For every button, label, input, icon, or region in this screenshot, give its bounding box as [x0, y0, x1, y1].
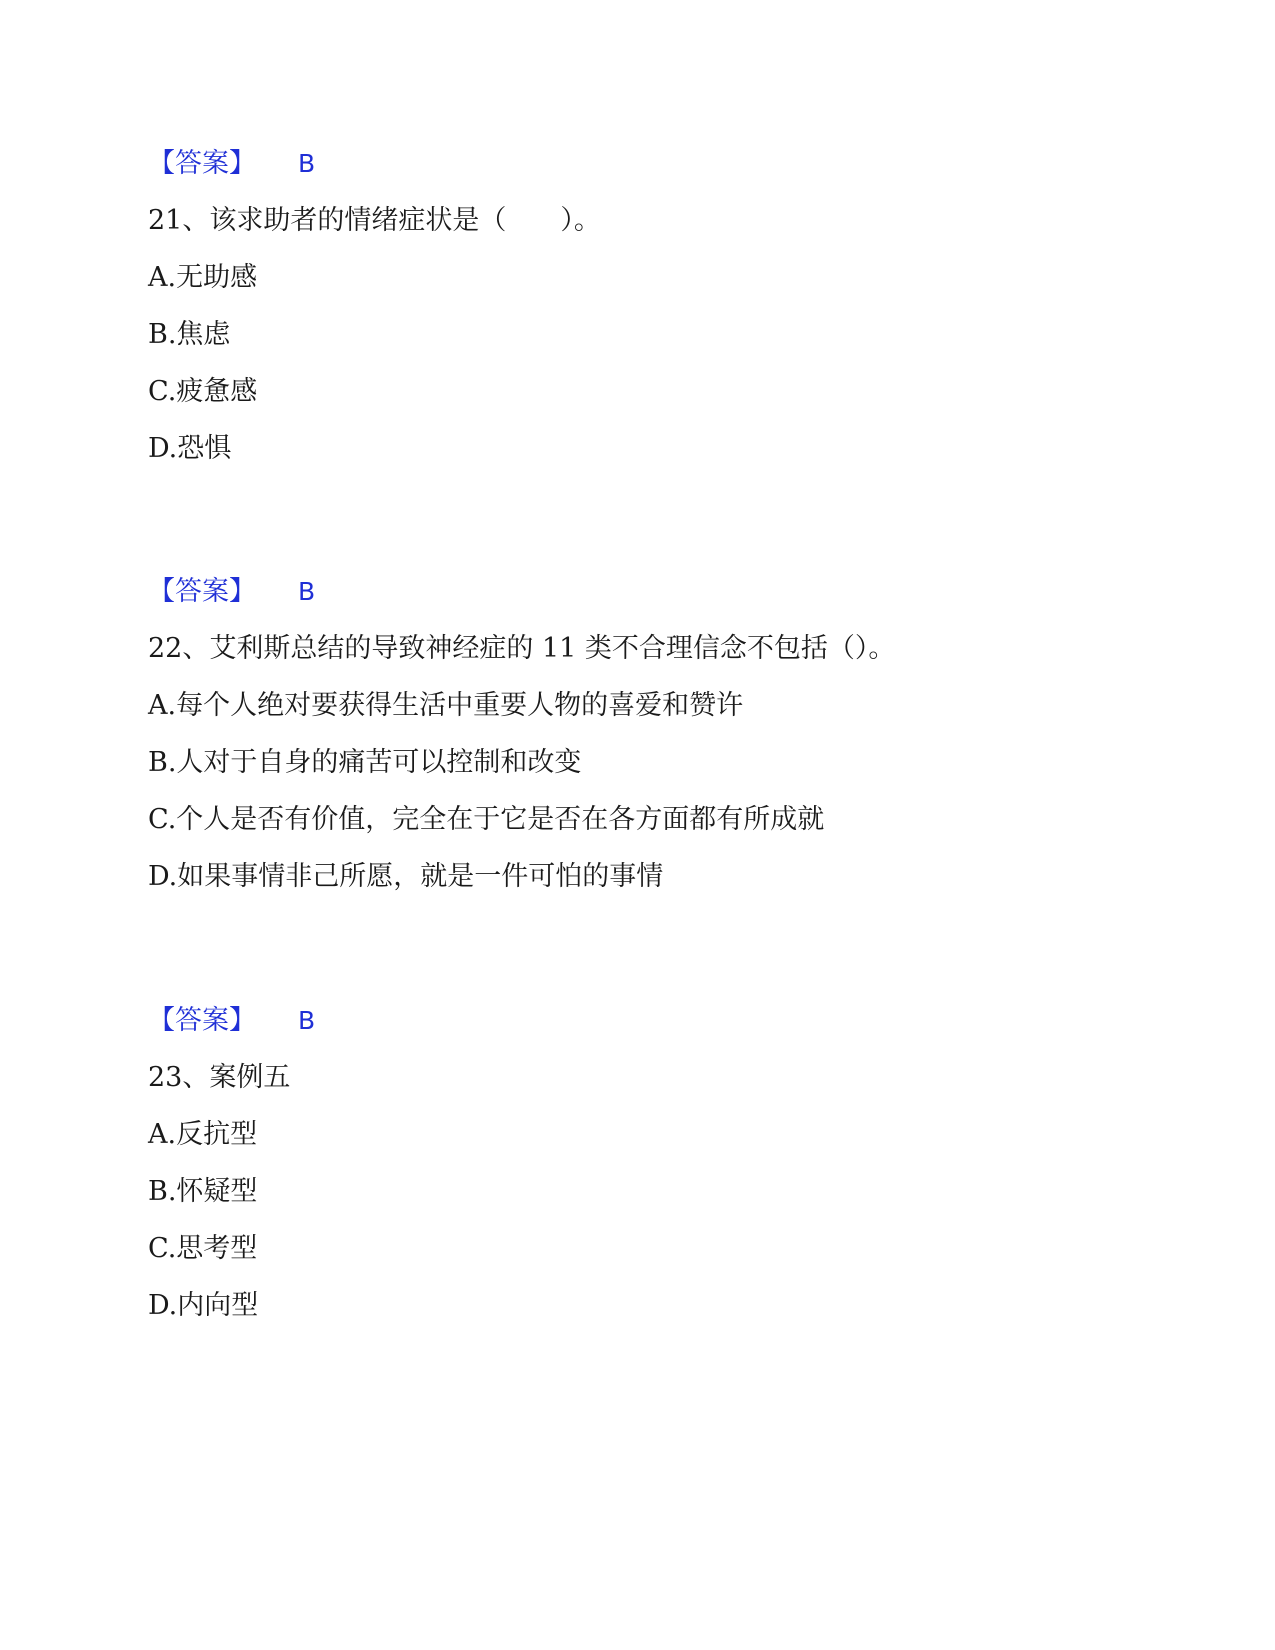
option-c: C.疲惫感 — [148, 376, 258, 407]
answer-line — [148, 1001, 1148, 1041]
question-block-2 — [148, 572, 1148, 897]
option-d: D.如果事情非己所愿，就是一件可怕的事情 — [148, 861, 664, 892]
option-d: D.内向型 — [148, 1290, 259, 1321]
question-block-1 — [148, 144, 1148, 469]
question-text: 22、艾利斯总结的导致神经症的 11 类不合理信念不包括（）。 — [148, 633, 896, 664]
answer-label: 【答案】 — [148, 148, 256, 179]
option-b: B.怀疑型 — [148, 1176, 258, 1207]
option-d: D.恐惧 — [148, 433, 232, 464]
answer-line — [148, 572, 1148, 612]
answer-value: B — [298, 1006, 316, 1035]
answer-value: B — [298, 149, 316, 178]
answer-line — [148, 144, 1148, 184]
option-a: A.每个人绝对要获得生活中重要人物的喜爱和赞许 — [148, 690, 744, 721]
answer-label: 【答案】 — [148, 576, 256, 607]
option-b: B.人对于自身的痛苦可以控制和改变 — [148, 747, 582, 778]
option-b: B.焦虑 — [148, 319, 231, 350]
question-text: 21、该求助者的情绪症状是（ ）。 — [148, 205, 601, 236]
question-text: 23、案例五 — [148, 1062, 291, 1093]
question-block-3 — [148, 1001, 1148, 1326]
option-a: A.反抗型 — [148, 1119, 258, 1150]
option-c: C.思考型 — [148, 1233, 258, 1264]
answer-value: B — [298, 577, 316, 606]
answer-label: 【答案】 — [148, 1005, 256, 1036]
option-a: A.无助感 — [148, 262, 258, 293]
option-c: C.个人是否有价值，完全在于它是否在各方面都有所成就 — [148, 804, 825, 835]
